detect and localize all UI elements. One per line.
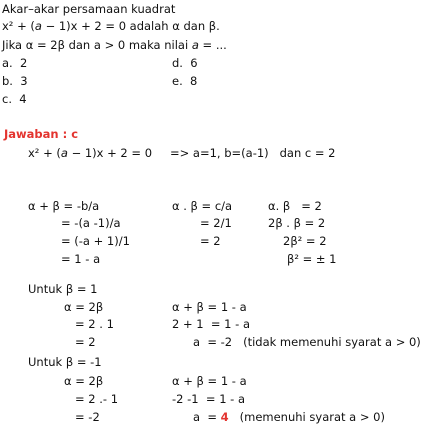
equation-variable: a <box>34 19 42 33</box>
option-b: b. 3 <box>2 74 28 88</box>
product-line-1: α . β = c/a <box>172 199 233 213</box>
sum-line-1: α + β = -b/a <box>28 199 100 213</box>
case2-right-2: -2 -1 = 1 - a <box>172 392 246 406</box>
case2-left-3: = -2 <box>75 410 100 424</box>
equation-part: − 1)x + 2 = 0 adalah α dan β. <box>41 19 220 33</box>
beta-line-2: 2β . β = 2 <box>268 216 326 230</box>
product-line-3: = 2 <box>200 234 221 248</box>
equation-part: − 1)x + 2 = 0 <box>67 146 153 160</box>
result-value: 4 <box>220 410 229 424</box>
case2-right-1: α + β = 1 - a <box>172 374 247 388</box>
question-line-2 <box>2 19 220 33</box>
option-e: e. 8 <box>172 74 198 88</box>
case1-left-1: α = 2β <box>64 300 104 314</box>
equation-variable: a <box>60 146 68 160</box>
case1-result: a = -2 (tidak memenuhi syarat a > 0) <box>193 335 421 349</box>
beta-line-4: β² = ± 1 <box>287 252 337 266</box>
answer-coefficients: => a=1, b=(a-1) dan c = 2 <box>170 146 336 160</box>
sum-line-2: = -(a -1)/a <box>61 216 121 230</box>
question-variable: a <box>191 38 199 52</box>
equation-part: x² + ( <box>2 19 35 33</box>
answer-heading: Jawaban : c <box>4 127 79 141</box>
case2-left-1: α = 2β <box>64 374 104 388</box>
sum-line-3: = (-a + 1)/1 <box>61 234 130 248</box>
case1-left-2: = 2 . 1 <box>75 317 114 331</box>
option-a: a. 2 <box>2 56 28 70</box>
product-line-2: = 2/1 <box>200 216 232 230</box>
result-note: (memenuhi syarat a > 0) <box>228 410 385 424</box>
case1-right-2: 2 + 1 = 1 - a <box>172 317 251 331</box>
case1-title: Untuk β = 1 <box>28 282 98 296</box>
option-d: d. 6 <box>172 56 198 70</box>
option-c: c. 4 <box>2 92 27 106</box>
equation-part: x² + ( <box>28 146 61 160</box>
case1-left-3: = 2 <box>75 335 96 349</box>
case1-right-1: α + β = 1 - a <box>172 300 247 314</box>
sum-line-4: = 1 - a <box>61 252 101 266</box>
beta-line-3: 2β² = 2 <box>283 234 327 248</box>
question-text: Jika α = 2β dan a > 0 maka nilai <box>2 38 192 52</box>
case2-result <box>193 410 385 424</box>
question-line-3 <box>2 38 227 52</box>
result-label: a = <box>193 410 221 424</box>
case2-left-2: = 2 .- 1 <box>75 392 119 406</box>
case2-title: Untuk β = -1 <box>28 355 102 369</box>
question-text: = ... <box>198 38 227 52</box>
beta-line-1: α. β = 2 <box>268 199 322 213</box>
question-line-1: Akar–akar persamaan kuadrat <box>2 2 176 16</box>
answer-equation <box>28 146 152 160</box>
